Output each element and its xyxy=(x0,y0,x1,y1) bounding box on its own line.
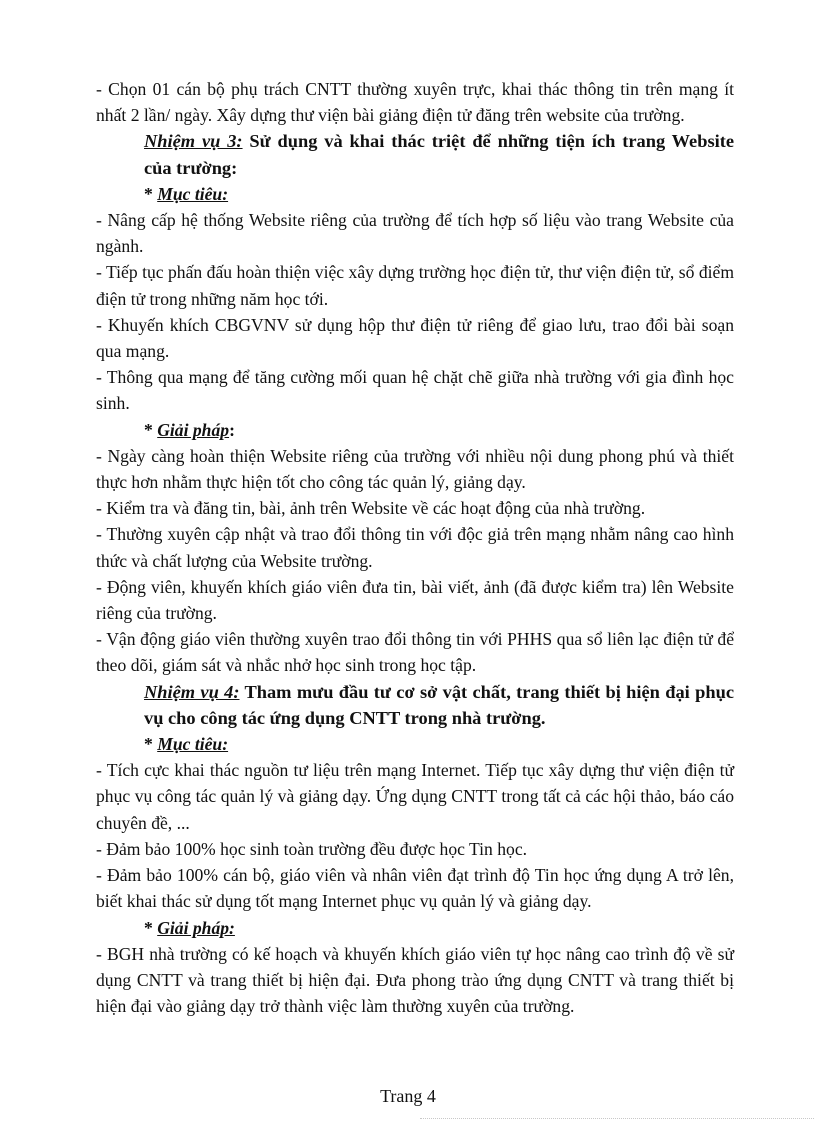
paragraph: - Thường xuyên cập nhật và trao đổi thông tin với độc giả trên mạng nhằm nâng cao hình thức và chất lượng của Website trường. xyxy=(96,524,734,571)
subheading-solutions xyxy=(96,915,734,941)
subheading-solutions xyxy=(96,417,734,443)
section-heading-task-4 xyxy=(96,679,734,731)
paragraph: - Kiểm tra và đăng tin, bài, ảnh trên Website về các hoạt động của nhà trường. xyxy=(96,498,646,519)
bullet-star: * xyxy=(144,183,158,204)
paragraph: - Thông qua mạng để tăng cường mối quan hệ chặt chẽ giữa nhà trường với gia đình học sinh. xyxy=(96,367,734,414)
subheading-label: Giải pháp: xyxy=(157,917,235,938)
task-label: Nhiệm vụ 3: xyxy=(144,131,243,152)
bullet-star: * xyxy=(144,419,158,440)
page-number: Trang 4 xyxy=(380,1086,436,1106)
paragraph: - Khuyến khích CBGVNV sử dụng hộp thư điện tử riêng để giao lưu, trao đổi bài soạn qua mạng. xyxy=(96,314,734,362)
subheading-goals xyxy=(96,181,734,207)
paragraph: - Đảm bảo 100% học sinh toàn trường đều được học Tin học. xyxy=(96,838,528,859)
subheading-label: Mục tiêu: xyxy=(157,183,229,204)
footer-rule xyxy=(420,1118,814,1119)
paragraph: - BGH nhà trường có kế hoạch và khuyến khích giáo viên tự học nâng cao trình độ về sử dụng CNTT và trang thiết bị hiện đại. Đưa phong trào ứng dụng CNTT và trang thiết bị hiện đại vào giảng dạy trở thành việc làm thường xuyên của trường. xyxy=(96,943,734,1017)
subheading-label: Mục tiêu: xyxy=(157,734,229,755)
paragraph: - Đảm bảo 100% cán bộ, giáo viên và nhân viên đạt trình độ Tin học ứng dụng A trở lên, biết khai thác sử dụng tốt mạng Internet phục vụ quản lý và giảng dạy. xyxy=(96,865,734,912)
paragraph: - Nâng cấp hệ thống Website riêng của trường để tích hợp số liệu vào trang Website của ngành. xyxy=(96,210,734,257)
paragraph: - Vận động giáo viên thường xuyên trao đổi thông tin với PHHS qua sổ liên lạc điện tử để theo dõi, giám sát và nhắc nhở học sinh trong học tập. xyxy=(96,629,734,676)
bullet-star: * xyxy=(144,734,158,755)
paragraph: - Tích cực khai thác nguồn tư liệu trên mạng Internet. Tiếp tục xây dựng thư viện điện tử phục vụ công tác quản lý và giảng dạy. Ứng dụng CNTT trong tất cả các hội thảo, báo cáo chuyên đề, ... xyxy=(96,760,734,833)
paragraph: - Chọn 01 cán bộ phụ trách CNTT thường xuyên trực, khai thác thông tin trên mạng ít nhất 2 lần/ ngày. Xây dựng thư viện bài giảng điện tử đăng trên website của trường. xyxy=(96,79,734,126)
task-label: Nhiệm vụ 4: xyxy=(144,681,240,702)
page-body xyxy=(96,76,734,1019)
subheading-colon: : xyxy=(229,419,235,440)
subheading-label: Giải pháp xyxy=(157,419,230,440)
bullet-star: * xyxy=(144,917,158,938)
paragraph: - Ngày càng hoàn thiện Website riêng của trường với nhiều nội dung phong phú và thiết thực hơn nhằm thực hiện tốt cho công tác quản lý, giảng dạy. xyxy=(96,445,734,493)
section-heading-task-3 xyxy=(96,128,734,180)
task-title: Tham mưu đầu tư cơ sở vật chất, trang thiết bị hiện đại phục vụ cho công tác ứng dụng CNTT trong nhà trường. xyxy=(144,681,734,728)
task-title: Sử dụng và khai thác triệt để những tiện ích trang Website của trường: xyxy=(144,131,734,178)
subheading-goals xyxy=(96,731,734,757)
paragraph: - Tiếp tục phấn đấu hoàn thiện việc xây dựng trường học điện tử, thư viện điện tử, sổ điểm điện tử trong những năm học tới. xyxy=(96,262,734,309)
paragraph: - Động viên, khuyến khích giáo viên đưa tin, bài viết, ảnh (đã được kiểm tra) lên Website riêng của trường. xyxy=(96,576,734,624)
